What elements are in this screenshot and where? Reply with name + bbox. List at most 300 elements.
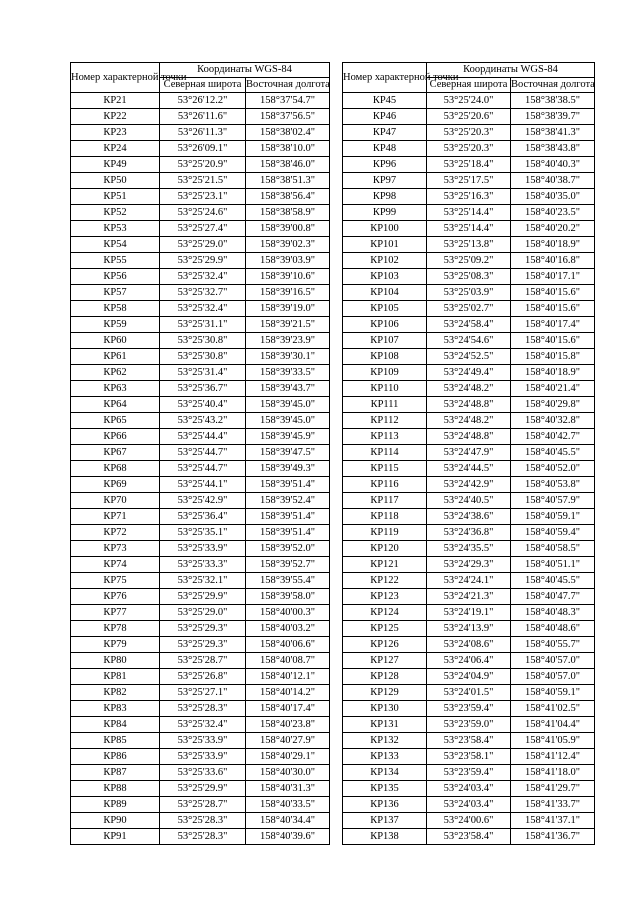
longitude-cell: 158°38'43.8" (511, 141, 595, 157)
table-row (71, 253, 330, 269)
latitude-cell: 53°24'44.5" (427, 461, 511, 477)
latitude-cell: 53°25'29.0" (160, 605, 246, 621)
longitude-cell: 158°40'00.3" (246, 605, 330, 621)
point-number-cell: КР138 (343, 829, 427, 845)
table-row (71, 477, 330, 493)
point-number-cell: КР105 (343, 301, 427, 317)
table-row (71, 557, 330, 573)
latitude-cell: 53°25'32.7" (160, 285, 246, 301)
latitude-cell: 53°25'16.3" (427, 189, 511, 205)
longitude-cell: 158°39'43.7" (246, 381, 330, 397)
point-number-cell: КР49 (71, 157, 160, 173)
table-row (71, 237, 330, 253)
longitude-cell: 158°40'23.5" (511, 205, 595, 221)
table-row (343, 381, 595, 397)
latitude-cell: 53°25'03.9" (427, 285, 511, 301)
longitude-cell: 158°39'52.7" (246, 557, 330, 573)
point-number-cell: КР107 (343, 333, 427, 349)
longitude-cell: 158°38'02.4" (246, 125, 330, 141)
table-row (343, 253, 595, 269)
point-number-cell: КР80 (71, 653, 160, 669)
latitude-cell: 53°24'42.9" (427, 477, 511, 493)
longitude-cell: 158°41'18.0" (511, 765, 595, 781)
point-number-cell: КР83 (71, 701, 160, 717)
longitude-cell: 158°40'59.1" (511, 685, 595, 701)
table-row (71, 669, 330, 685)
latitude-cell: 53°25'24.6" (160, 205, 246, 221)
table-row (343, 93, 595, 109)
point-number-cell: КР77 (71, 605, 160, 621)
point-number-cell: КР122 (343, 573, 427, 589)
point-number-cell: КР70 (71, 493, 160, 509)
point-number-cell: КР118 (343, 509, 427, 525)
point-number-cell: КР21 (71, 93, 160, 109)
table-row (343, 429, 595, 445)
point-number-cell: КР124 (343, 605, 427, 621)
table-row (71, 397, 330, 413)
longitude-cell: 158°40'29.1" (246, 749, 330, 765)
latitude-cell: 53°24'24.1" (427, 573, 511, 589)
table-row (343, 605, 595, 621)
latitude-cell: 53°24'40.5" (427, 493, 511, 509)
table-body (343, 93, 595, 845)
table-row (343, 781, 595, 797)
latitude-cell: 53°25'44.1" (160, 477, 246, 493)
latitude-cell: 53°23'59.0" (427, 717, 511, 733)
longitude-cell: 158°39'03.9" (246, 253, 330, 269)
longitude-cell: 158°41'02.5" (511, 701, 595, 717)
latitude-cell: 53°25'30.8" (160, 349, 246, 365)
point-number-cell: КР131 (343, 717, 427, 733)
latitude-cell: 53°25'32.4" (160, 717, 246, 733)
point-number-cell: КР132 (343, 733, 427, 749)
longitude-cell: 158°40'52.0" (511, 461, 595, 477)
table-row (343, 397, 595, 413)
latitude-cell: 53°24'48.2" (427, 413, 511, 429)
longitude-cell: 158°39'19.0" (246, 301, 330, 317)
table-row (71, 637, 330, 653)
table-row (71, 333, 330, 349)
longitude-cell: 158°39'49.3" (246, 461, 330, 477)
table-row (343, 765, 595, 781)
table-row (71, 221, 330, 237)
table-row (71, 93, 330, 109)
longitude-cell: 158°41'37.1" (511, 813, 595, 829)
latitude-cell: 53°25'02.7" (427, 301, 511, 317)
table-row (71, 509, 330, 525)
point-number-cell: КР65 (71, 413, 160, 429)
longitude-cell: 158°39'47.5" (246, 445, 330, 461)
latitude-cell: 53°25'28.3" (160, 701, 246, 717)
latitude-cell: 53°25'28.7" (160, 653, 246, 669)
longitude-cell: 158°40'18.9" (511, 365, 595, 381)
table-row (71, 701, 330, 717)
latitude-cell: 53°25'30.8" (160, 333, 246, 349)
table-row (71, 349, 330, 365)
longitude-cell: 158°40'34.4" (246, 813, 330, 829)
point-number-cell: КР117 (343, 493, 427, 509)
longitude-cell: 158°39'10.6" (246, 269, 330, 285)
table-row (343, 269, 595, 285)
latitude-cell: 53°23'59.4" (427, 765, 511, 781)
latitude-cell: 53°25'32.4" (160, 301, 246, 317)
table-row (343, 669, 595, 685)
longitude-cell: 158°40'03.2" (246, 621, 330, 637)
longitude-cell: 158°40'39.6" (246, 829, 330, 845)
table-row (71, 813, 330, 829)
latitude-cell: 53°24'04.9" (427, 669, 511, 685)
point-number-cell: КР110 (343, 381, 427, 397)
longitude-cell: 158°40'17.4" (246, 701, 330, 717)
longitude-cell: 158°39'51.4" (246, 477, 330, 493)
longitude-cell: 158°40'08.7" (246, 653, 330, 669)
point-number-cell: КР109 (343, 365, 427, 381)
latitude-cell: 53°24'19.1" (427, 605, 511, 621)
latitude-cell: 53°25'29.9" (160, 589, 246, 605)
point-number-cell: КР134 (343, 765, 427, 781)
longitude-cell: 158°40'42.7" (511, 429, 595, 445)
table-row (343, 141, 595, 157)
table-row (343, 653, 595, 669)
point-number-cell: КР71 (71, 509, 160, 525)
longitude-cell: 158°40'47.7" (511, 589, 595, 605)
point-number-cell: КР108 (343, 349, 427, 365)
latitude-cell: 53°25'33.9" (160, 749, 246, 765)
longitude-cell: 158°40'33.5" (246, 797, 330, 813)
table-row (343, 317, 595, 333)
latitude-cell: 53°25'29.9" (160, 253, 246, 269)
table-row (343, 829, 595, 845)
longitude-cell: 158°40'45.5" (511, 573, 595, 589)
longitude-cell: 158°40'23.8" (246, 717, 330, 733)
table-row (343, 349, 595, 365)
point-number-cell: КР111 (343, 397, 427, 413)
coordinates-table-right (342, 62, 595, 845)
latitude-cell: 53°25'28.3" (160, 829, 246, 845)
point-number-header: Номер характерной точки (71, 63, 160, 93)
point-number-cell: КР104 (343, 285, 427, 301)
point-number-cell: КР68 (71, 461, 160, 477)
point-number-cell: КР116 (343, 477, 427, 493)
longitude-cell: 158°40'16.8" (511, 253, 595, 269)
point-number-cell: КР72 (71, 525, 160, 541)
latitude-header: Северная широта (160, 78, 246, 93)
latitude-cell: 53°25'44.7" (160, 461, 246, 477)
longitude-cell: 158°39'58.0" (246, 589, 330, 605)
table-row (71, 717, 330, 733)
longitude-cell: 158°40'27.9" (246, 733, 330, 749)
longitude-cell: 158°38'39.7" (511, 109, 595, 125)
latitude-cell: 53°24'08.6" (427, 637, 511, 653)
longitude-cell: 158°39'52.4" (246, 493, 330, 509)
table-row (343, 189, 595, 205)
table-row (343, 573, 595, 589)
latitude-cell: 53°24'47.9" (427, 445, 511, 461)
latitude-cell: 53°24'13.9" (427, 621, 511, 637)
point-number-cell: КР103 (343, 269, 427, 285)
latitude-cell: 53°25'29.9" (160, 781, 246, 797)
point-number-cell: КР45 (343, 93, 427, 109)
longitude-cell: 158°39'45.9" (246, 429, 330, 445)
latitude-cell: 53°25'13.8" (427, 237, 511, 253)
table-row (343, 541, 595, 557)
point-number-cell: КР102 (343, 253, 427, 269)
point-number-cell: КР112 (343, 413, 427, 429)
point-number-cell: КР99 (343, 205, 427, 221)
longitude-cell: 158°39'30.1" (246, 349, 330, 365)
point-number-cell: КР54 (71, 237, 160, 253)
table-row (71, 301, 330, 317)
point-number-cell: КР106 (343, 317, 427, 333)
latitude-cell: 53°25'27.4" (160, 221, 246, 237)
table-row (343, 221, 595, 237)
table-row (71, 493, 330, 509)
point-number-cell: КР23 (71, 125, 160, 141)
point-number-header: Номер характерной точки (343, 63, 427, 93)
latitude-cell: 53°25'36.7" (160, 381, 246, 397)
longitude-cell: 158°40'58.5" (511, 541, 595, 557)
latitude-cell: 53°25'43.2" (160, 413, 246, 429)
latitude-cell: 53°25'28.7" (160, 797, 246, 813)
table-row (343, 125, 595, 141)
longitude-cell: 158°39'51.4" (246, 509, 330, 525)
latitude-cell: 53°24'35.5" (427, 541, 511, 557)
latitude-cell: 53°26'12.2" (160, 93, 246, 109)
latitude-cell: 53°23'59.4" (427, 701, 511, 717)
longitude-cell: 158°40'40.3" (511, 157, 595, 173)
table-row (343, 525, 595, 541)
longitude-cell: 158°40'57.9" (511, 493, 595, 509)
longitude-cell: 158°40'17.1" (511, 269, 595, 285)
longitude-cell: 158°38'56.4" (246, 189, 330, 205)
longitude-cell: 158°39'33.5" (246, 365, 330, 381)
latitude-cell: 53°25'27.1" (160, 685, 246, 701)
latitude-cell: 53°25'14.4" (427, 205, 511, 221)
latitude-cell: 53°25'20.3" (427, 125, 511, 141)
latitude-cell: 53°25'40.4" (160, 397, 246, 413)
longitude-cell: 158°41'33.7" (511, 797, 595, 813)
table-row (71, 749, 330, 765)
longitude-cell: 158°39'23.9" (246, 333, 330, 349)
table-row (71, 653, 330, 669)
table-row (343, 733, 595, 749)
latitude-cell: 53°24'36.8" (427, 525, 511, 541)
point-number-cell: КР74 (71, 557, 160, 573)
longitude-cell: 158°40'53.8" (511, 477, 595, 493)
point-number-cell: КР121 (343, 557, 427, 573)
table-row (71, 829, 330, 845)
latitude-cell: 53°24'03.4" (427, 781, 511, 797)
point-number-cell: КР69 (71, 477, 160, 493)
point-number-cell: КР100 (343, 221, 427, 237)
latitude-cell: 53°25'29.0" (160, 237, 246, 253)
latitude-cell: 53°25'31.1" (160, 317, 246, 333)
point-number-cell: КР47 (343, 125, 427, 141)
longitude-cell: 158°39'45.0" (246, 413, 330, 429)
latitude-cell: 53°25'31.4" (160, 365, 246, 381)
point-number-cell: КР87 (71, 765, 160, 781)
latitude-cell: 53°26'11.3" (160, 125, 246, 141)
point-number-cell: КР48 (343, 141, 427, 157)
longitude-cell: 158°40'18.9" (511, 237, 595, 253)
table-row (343, 557, 595, 573)
point-number-cell: КР113 (343, 429, 427, 445)
longitude-cell: 158°40'48.3" (511, 605, 595, 621)
point-number-cell: КР129 (343, 685, 427, 701)
table-row (343, 461, 595, 477)
latitude-cell: 53°25'21.5" (160, 173, 246, 189)
table-row (343, 701, 595, 717)
table-row (343, 797, 595, 813)
longitude-cell: 158°40'12.1" (246, 669, 330, 685)
latitude-cell: 53°23'58.4" (427, 733, 511, 749)
latitude-cell: 53°25'08.3" (427, 269, 511, 285)
latitude-cell: 53°25'23.1" (160, 189, 246, 205)
table-row (71, 285, 330, 301)
longitude-cell: 158°41'05.9" (511, 733, 595, 749)
table-row (71, 205, 330, 221)
latitude-cell: 53°24'06.4" (427, 653, 511, 669)
table-row (343, 333, 595, 349)
point-number-cell: КР119 (343, 525, 427, 541)
longitude-cell: 158°38'46.0" (246, 157, 330, 173)
longitude-cell: 158°40'30.0" (246, 765, 330, 781)
table-row (71, 573, 330, 589)
point-number-cell: КР82 (71, 685, 160, 701)
table-row (71, 381, 330, 397)
table-row (71, 141, 330, 157)
table-row (343, 205, 595, 221)
latitude-cell: 53°24'49.4" (427, 365, 511, 381)
point-number-cell: КР101 (343, 237, 427, 253)
longitude-cell: 158°39'21.5" (246, 317, 330, 333)
point-number-cell: КР58 (71, 301, 160, 317)
point-number-cell: КР136 (343, 797, 427, 813)
longitude-cell: 158°40'57.0" (511, 653, 595, 669)
latitude-cell: 53°25'42.9" (160, 493, 246, 509)
longitude-cell: 158°40'15.8" (511, 349, 595, 365)
latitude-cell: 53°24'38.6" (427, 509, 511, 525)
table-row (71, 589, 330, 605)
table-row (71, 621, 330, 637)
longitude-cell: 158°38'38.5" (511, 93, 595, 109)
table-row (71, 173, 330, 189)
table-row (343, 589, 595, 605)
latitude-cell: 53°25'29.3" (160, 637, 246, 653)
point-number-cell: КР120 (343, 541, 427, 557)
table-row (71, 781, 330, 797)
latitude-cell: 53°24'00.6" (427, 813, 511, 829)
point-number-cell: КР133 (343, 749, 427, 765)
longitude-cell: 158°40'38.7" (511, 173, 595, 189)
longitude-cell: 158°40'06.6" (246, 637, 330, 653)
longitude-cell: 158°38'10.0" (246, 141, 330, 157)
longitude-cell: 158°40'57.0" (511, 669, 595, 685)
point-number-cell: КР63 (71, 381, 160, 397)
point-number-cell: КР89 (71, 797, 160, 813)
longitude-cell: 158°40'15.6" (511, 285, 595, 301)
table-row (343, 285, 595, 301)
point-number-cell: КР79 (71, 637, 160, 653)
table-row (343, 493, 595, 509)
longitude-cell: 158°39'45.0" (246, 397, 330, 413)
table-row (343, 621, 595, 637)
latitude-cell: 53°25'36.4" (160, 509, 246, 525)
point-number-cell: КР52 (71, 205, 160, 221)
table-row (71, 765, 330, 781)
table-row (343, 749, 595, 765)
latitude-cell: 53°25'28.3" (160, 813, 246, 829)
table-row (71, 157, 330, 173)
latitude-cell: 53°25'33.9" (160, 733, 246, 749)
table-row (343, 509, 595, 525)
table-row (71, 317, 330, 333)
longitude-cell: 158°40'21.4" (511, 381, 595, 397)
longitude-cell: 158°40'15.6" (511, 301, 595, 317)
latitude-cell: 53°24'03.4" (427, 797, 511, 813)
longitude-cell: 158°40'59.1" (511, 509, 595, 525)
longitude-cell: 158°37'56.5" (246, 109, 330, 125)
point-number-cell: КР125 (343, 621, 427, 637)
table-row (71, 413, 330, 429)
longitude-cell: 158°39'16.5" (246, 285, 330, 301)
table-row (71, 445, 330, 461)
latitude-cell: 53°24'58.4" (427, 317, 511, 333)
table-row (343, 717, 595, 733)
point-number-cell: КР137 (343, 813, 427, 829)
point-number-cell: КР75 (71, 573, 160, 589)
longitude-cell: 158°40'32.8" (511, 413, 595, 429)
point-number-cell: КР66 (71, 429, 160, 445)
point-number-cell: КР56 (71, 269, 160, 285)
coordinates-table-left (70, 62, 330, 845)
table-row (343, 301, 595, 317)
table-row (71, 365, 330, 381)
point-number-cell: КР91 (71, 829, 160, 845)
table-row (343, 109, 595, 125)
table-row (343, 237, 595, 253)
table-body (71, 93, 330, 845)
point-number-cell: КР46 (343, 109, 427, 125)
table-row (343, 413, 595, 429)
latitude-cell: 53°25'44.7" (160, 445, 246, 461)
latitude-cell: 53°25'35.1" (160, 525, 246, 541)
latitude-cell: 53°25'09.2" (427, 253, 511, 269)
point-number-cell: КР61 (71, 349, 160, 365)
point-number-cell: КР128 (343, 669, 427, 685)
point-number-cell: КР81 (71, 669, 160, 685)
point-number-cell: КР62 (71, 365, 160, 381)
point-number-cell: КР130 (343, 701, 427, 717)
point-number-cell: КР59 (71, 317, 160, 333)
longitude-cell: 158°38'58.9" (246, 205, 330, 221)
point-number-cell: КР86 (71, 749, 160, 765)
latitude-cell: 53°24'29.3" (427, 557, 511, 573)
point-number-cell: КР123 (343, 589, 427, 605)
point-number-cell: КР53 (71, 221, 160, 237)
table-row (71, 269, 330, 285)
point-number-cell: КР51 (71, 189, 160, 205)
longitude-cell: 158°41'36.7" (511, 829, 595, 845)
latitude-cell: 53°25'18.4" (427, 157, 511, 173)
latitude-cell: 53°25'20.3" (427, 141, 511, 157)
longitude-cell: 158°39'02.3" (246, 237, 330, 253)
latitude-cell: 53°25'32.4" (160, 269, 246, 285)
table-row (71, 461, 330, 477)
table-row (71, 541, 330, 557)
latitude-cell: 53°25'44.4" (160, 429, 246, 445)
point-number-cell: КР135 (343, 781, 427, 797)
